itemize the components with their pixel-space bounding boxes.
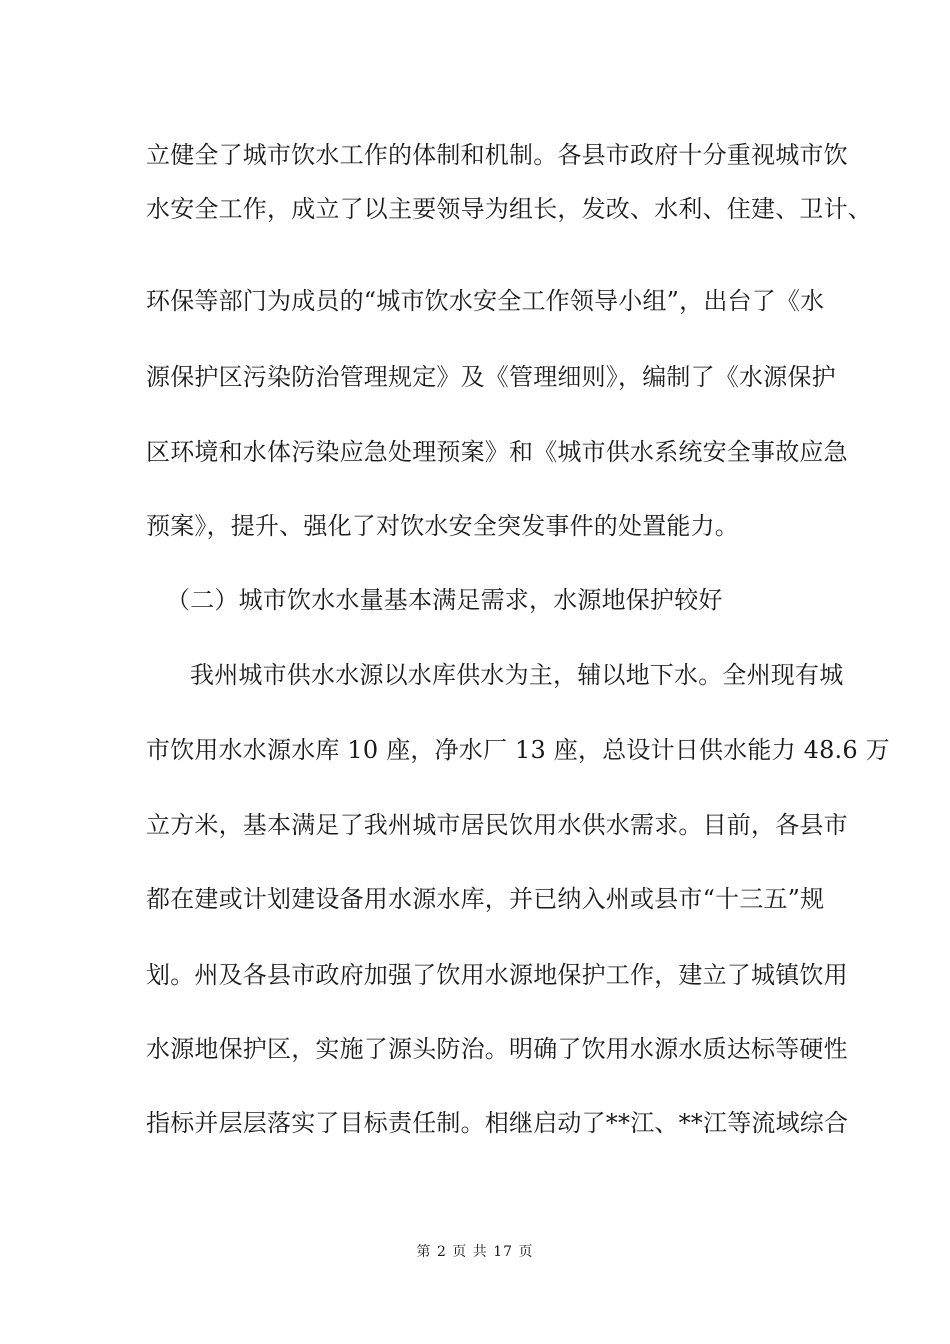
body-line-10: 都在建或计划建设备用水源水库，并已纳入州或县市“十三五”规 [146, 885, 825, 913]
body-line-9: 立方米，基本满足了我州城市居民饮用水供水需求。目前，各县市 [146, 811, 848, 839]
body-line-4: 源保护区污染防治管理规定》及《管理细则》，编制了《水源保护 [146, 363, 836, 391]
body-line-5: 区环境和水体污染应急处理预案》和《城市供水系统安全事故应急 [146, 438, 848, 466]
body-line-7: 我州城市供水水源以水库供水为主，辅以地下水。全州现有城 [190, 661, 844, 689]
body-line-2: 水安全工作，成立了以主要领导为组长，发改、水利、住建、卫计、 [146, 195, 872, 223]
page-number-footer: 第 2 页 共 17 页 [416, 1244, 534, 1260]
body-line-6: 预案》，提升、强化了对饮水安全突发事件的处置能力。 [146, 512, 739, 540]
body-line-1: 立健全了城市饮水工作的体制和机制。各县市政府十分重视城市饮 [146, 141, 848, 169]
body-line-13: 指标并层层落实了目标责任制。相继启动了**江、**江等流域综合 [146, 1109, 849, 1137]
section-heading: （二）城市饮水水量基本满足需求，水源地保护较好 [166, 586, 723, 614]
body-line-3: 环保等部门为成员的“城市饮水安全工作领导小组”，出台了《水 [146, 287, 825, 315]
body-line-8: 市饮用水水源水库 10 座，净水厂 13 座，总设计日供水能力 48.6 万 [146, 736, 890, 764]
body-line-11: 划。州及各县市政府加强了饮用水源地保护工作，建立了城镇饮用 [146, 961, 848, 989]
body-line-12: 水源地保护区，实施了源头防治。明确了饮用水源水质达标等硬性 [146, 1035, 848, 1063]
